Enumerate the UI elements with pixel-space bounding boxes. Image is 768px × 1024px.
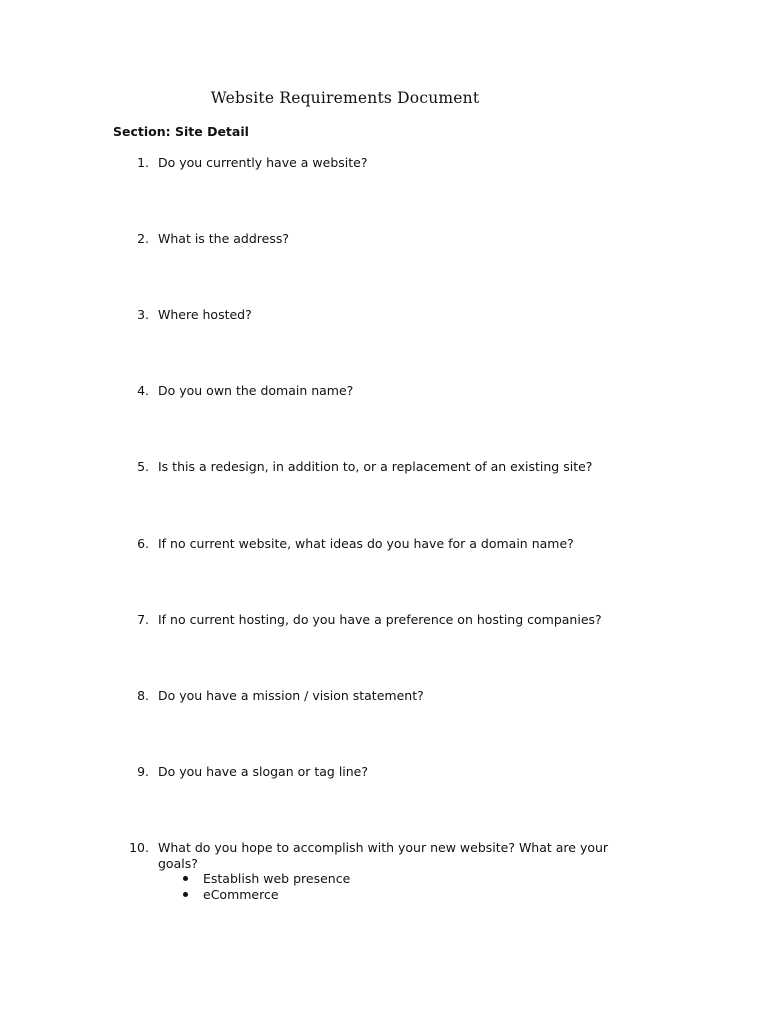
question-number: 7. <box>137 612 149 627</box>
question-text: If no current hosting, do you have a preference on hosting companies? <box>158 612 602 627</box>
question-text: What is the address? <box>158 231 290 246</box>
question-text: Is this a redesign, in addition to, or a replacement of an existing site? <box>158 459 593 474</box>
question-text: Do you currently have a website? <box>158 155 368 170</box>
question-text: Do you have a slogan or tag line? <box>158 764 369 779</box>
question-number: 3. <box>137 307 149 322</box>
document-title: Website Requirements Document <box>210 89 480 107</box>
goal-text: Establish web presence <box>203 871 351 886</box>
section-heading: Section: Site Detail <box>113 124 249 139</box>
goal-text: eCommerce <box>203 887 279 902</box>
question-number: 4. <box>137 383 149 398</box>
question-number: 9. <box>137 764 149 779</box>
question-number: 2. <box>137 231 149 246</box>
question-number: 8. <box>137 688 149 703</box>
question-number: 10. <box>129 840 149 855</box>
list-item <box>180 871 350 887</box>
question-number: 6. <box>137 536 149 551</box>
question-text: What do you hope to accomplish with your new website? What are your goals? <box>158 840 609 871</box>
question-text: Do you have a mission / vision statement? <box>158 688 424 703</box>
question-number: 1. <box>137 155 149 170</box>
question-text: Do you own the domain name? <box>158 383 354 398</box>
question-text: Where hosted? <box>158 307 252 322</box>
goals-list <box>180 871 350 903</box>
bullet-icon <box>183 892 188 897</box>
question-number: 5. <box>137 459 149 474</box>
list-item <box>180 887 350 903</box>
question-text: If no current website, what ideas do you have for a domain name? <box>158 536 574 551</box>
bullet-icon <box>183 876 188 881</box>
